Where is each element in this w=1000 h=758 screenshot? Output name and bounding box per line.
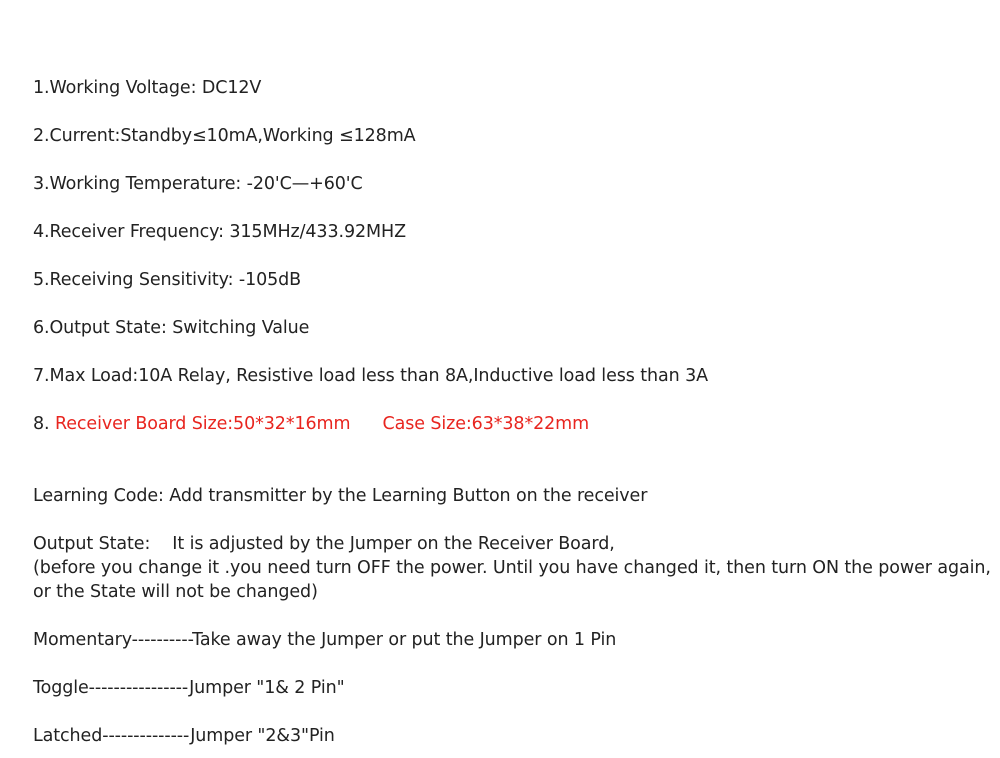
spec-working-voltage: 1.Working Voltage: DC12V [33, 78, 262, 98]
spec-working-temperature: 3.Working Temperature: -20'C—+60'C [33, 174, 363, 194]
learning-code-text: Learning Code: Add transmitter by the Learning Button on the receiver [33, 486, 648, 506]
spec-receiving-sensitivity: 5.Receiving Sensitivity: -105dB [33, 270, 302, 290]
output-state-line [33, 532, 615, 556]
mode-momentary: Momentary----------Take away the Jumper or put the Jumper on 1 Pin [33, 630, 617, 650]
mode-toggle: Toggle----------------Jumper "1& 2 Pin" [33, 678, 345, 698]
case-size-text: Case Size:63*38*22mm [382, 414, 590, 434]
output-state-note-line1: (before you change it .you need turn OFF the power. Until you have changed it, then turn ON the power again, [33, 558, 991, 578]
output-state-text: It is adjusted by the Jumper on the Receiver Board, [172, 534, 615, 554]
output-state-label: Output State: [33, 534, 151, 554]
spec-output-state: 6.Output State: Switching Value [33, 318, 310, 338]
output-state-note-line2: or the State will not be changed) [33, 582, 318, 602]
spec-max-load: 7.Max Load:10A Relay, Resistive load less than 8A,Inductive load less than 3A [33, 366, 708, 386]
mode-latched: Latched--------------Jumper "2&3"Pin [33, 726, 335, 746]
spec-size-line [33, 412, 589, 436]
spec-receiver-frequency: 4.Receiver Frequency: 315MHz/433.92MHZ [33, 222, 406, 242]
board-size-text: Receiver Board Size:50*32*16mm [54, 414, 351, 434]
spec-current: 2.Current:Standby≤10mA,Working ≤128mA [33, 126, 416, 146]
size-line-prefix: 8. [33, 414, 55, 434]
